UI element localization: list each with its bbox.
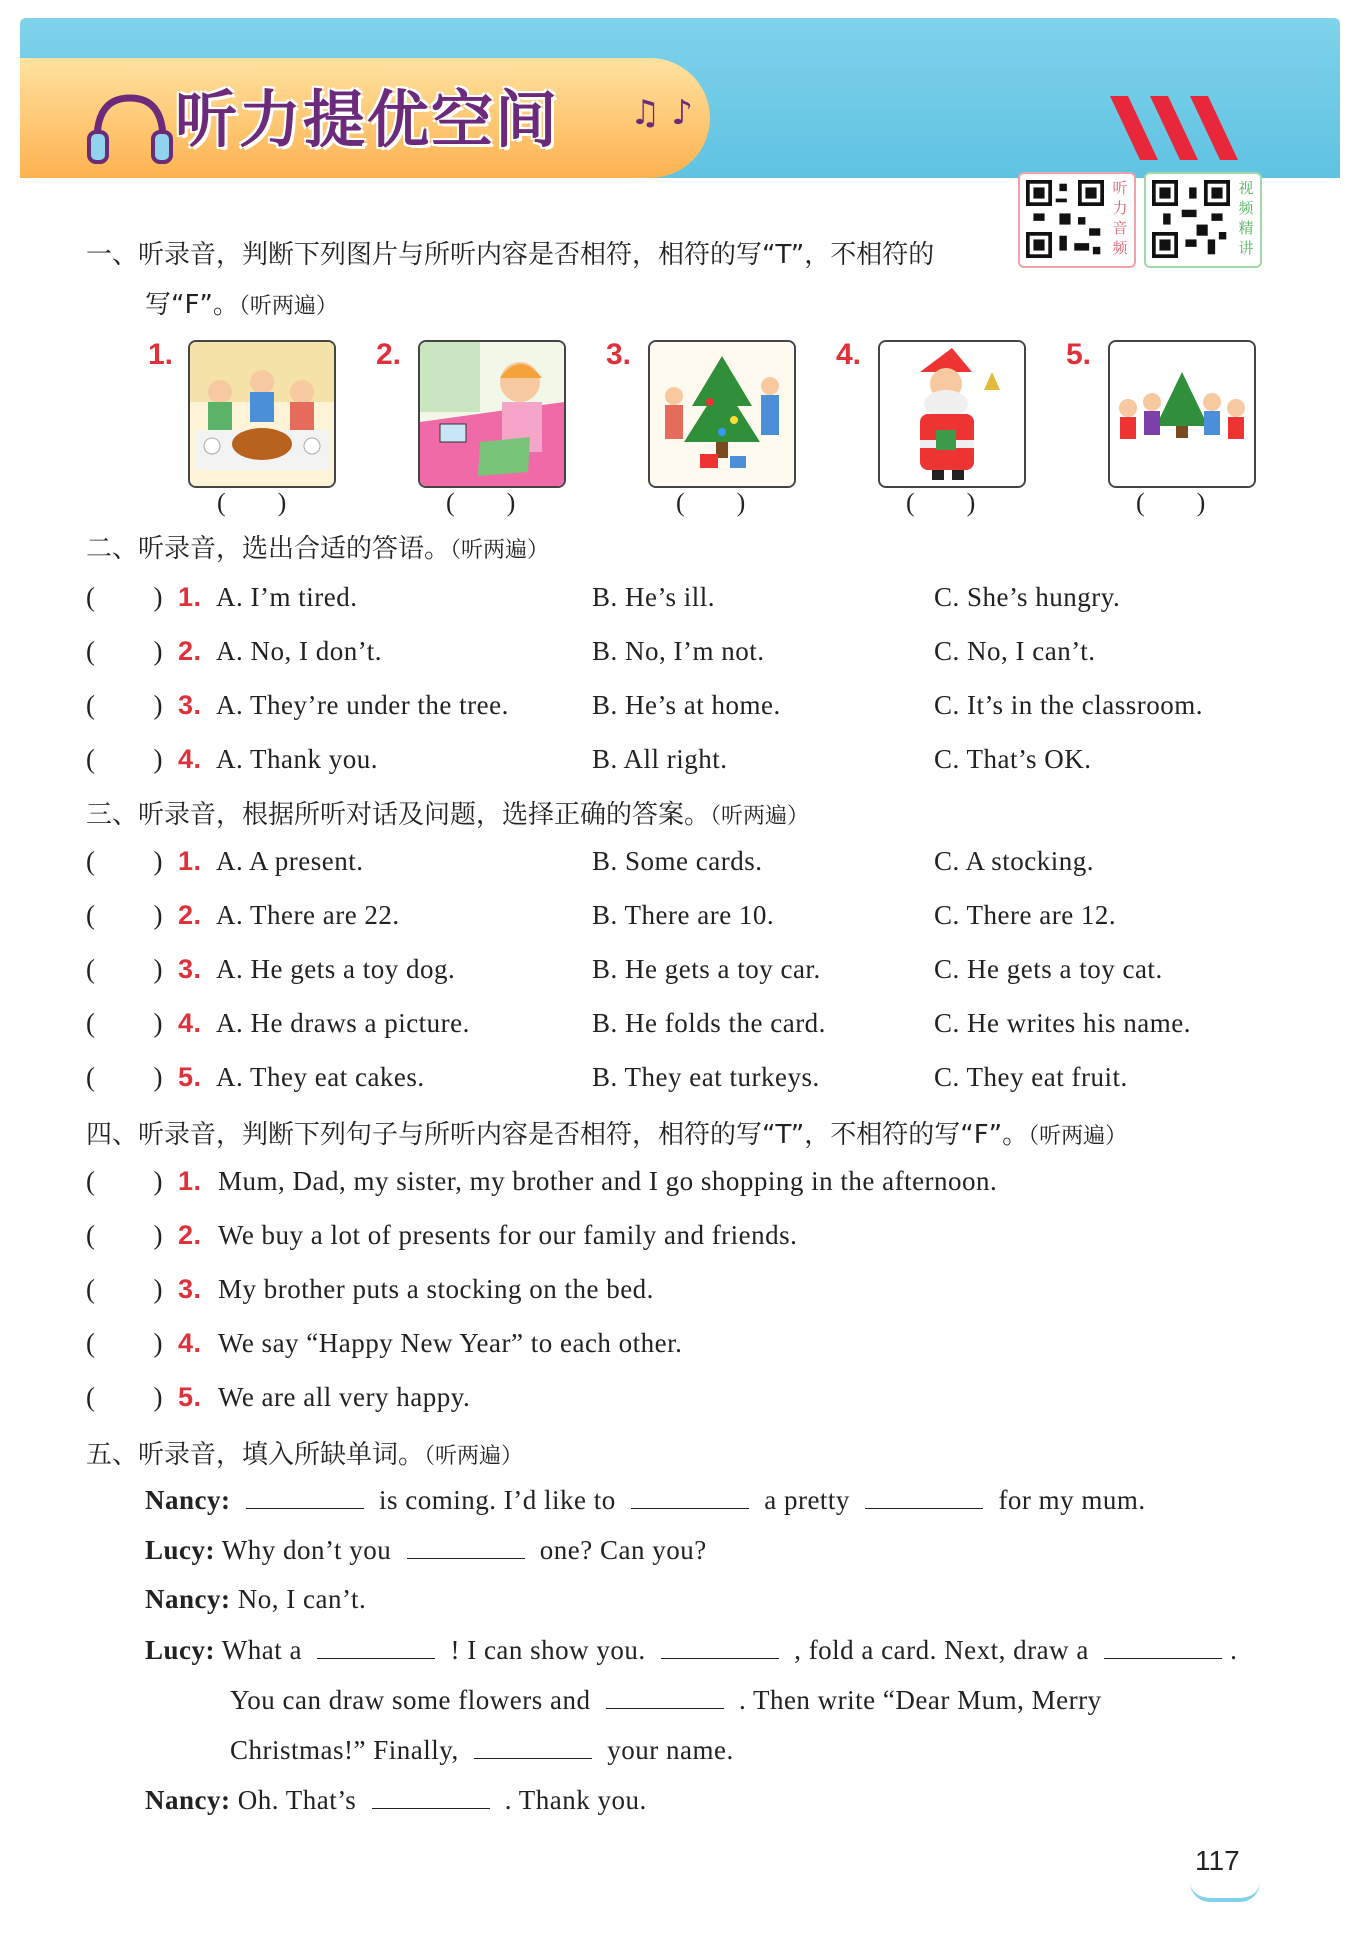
answer-paren[interactable]: ( ) — [86, 1274, 163, 1304]
fill-blank[interactable] — [631, 1484, 749, 1509]
dialogue-text: Oh. That’s — [237, 1785, 357, 1815]
picture-1 — [188, 340, 336, 488]
option-b: B. He folds the card. — [592, 1008, 826, 1038]
option-c: C. He writes his name. — [934, 1008, 1191, 1038]
fill-blank[interactable] — [606, 1684, 724, 1709]
music-note-icon: ♫ ♪ — [630, 93, 693, 133]
dialogue-text: . Then write “Dear Mum, Merry — [738, 1685, 1102, 1715]
question-number: 5. — [178, 1382, 202, 1412]
section2-title: 二、听录音，选出合适的答语。（听两遍） — [86, 534, 550, 564]
option-c: C. He gets a toy cat. — [934, 954, 1163, 984]
fill-blank[interactable] — [372, 1784, 490, 1809]
option-b: B. They eat turkeys. — [592, 1062, 820, 1092]
dialogue-line — [145, 1484, 1146, 1516]
option-a: A. He draws a picture. — [216, 1008, 470, 1038]
statement-text: We buy a lot of presents for our family and friends. — [218, 1220, 798, 1250]
dialogue-text: . Thank you. — [504, 1785, 647, 1815]
section1-instruction-line2: 写“F”。（听两遍） — [145, 290, 338, 320]
option-b: B. He gets a toy car. — [592, 954, 821, 984]
picture-2 — [418, 340, 566, 488]
option-a: A. I’m tired. — [216, 582, 358, 612]
speaker-name: Nancy: — [145, 1485, 231, 1515]
answer-paren[interactable]: ( ) — [86, 846, 163, 876]
option-b: B. All right. — [592, 744, 728, 774]
option-a: A. He gets a toy dog. — [216, 954, 456, 984]
page-number: 117 — [1195, 1845, 1240, 1876]
fill-blank[interactable] — [317, 1634, 435, 1659]
dialogue-line — [145, 1534, 707, 1566]
question-number: 5. — [178, 1062, 202, 1092]
question-number: 1. — [178, 1166, 202, 1196]
section5-title: 五、听录音，填入所缺单词。（听两遍） — [86, 1440, 524, 1470]
option-b: B. There are 10. — [592, 900, 775, 930]
answer-paren[interactable]: ( ) — [86, 1220, 163, 1250]
dialogue-text: for my mum. — [998, 1485, 1146, 1515]
headphone-icon — [85, 88, 175, 168]
section3-title: 三、听录音，根据所听对话及问题，选择正确的答案。（听两遍） — [86, 800, 810, 830]
question-number: 2. — [178, 1220, 202, 1250]
dialogue-line — [230, 1684, 1102, 1716]
answer-paren[interactable]: ( ) — [86, 744, 163, 774]
qr-code-icon — [1026, 180, 1104, 258]
picture-number: 3. — [606, 338, 632, 371]
kids-dancing-tree-icon — [1110, 342, 1254, 486]
fill-blank[interactable] — [246, 1484, 364, 1509]
option-a: A. Thank you. — [216, 744, 378, 774]
fill-blank[interactable] — [865, 1484, 983, 1509]
speaker-name: Lucy: — [145, 1535, 215, 1565]
statement-text: We say “Happy New Year” to each other. — [218, 1328, 683, 1358]
dialogue-text: No, I can’t. — [237, 1584, 367, 1614]
option-a: A. There are 22. — [216, 900, 400, 930]
santa-claus-bell-icon — [880, 342, 1024, 486]
question-number: 4. — [178, 1008, 202, 1038]
fill-blank[interactable] — [474, 1734, 592, 1759]
dialogue-text: Christmas!” Finally, — [230, 1735, 459, 1765]
dialogue-line — [230, 1734, 734, 1766]
option-c: C. A stocking. — [934, 846, 1095, 876]
speaker-name: Nancy: — [145, 1584, 231, 1614]
picture-number: 5. — [1066, 338, 1092, 371]
question-number: 4. — [178, 744, 202, 774]
page-title: 听力提优空间 — [175, 83, 560, 156]
dialogue-text: What a — [221, 1635, 302, 1665]
picture-number: 4. — [836, 338, 862, 371]
section4-title: 四、听录音，判断下列句子与所听内容是否相符，相符的写“T”，不相符的写“F”。（听两遍） — [86, 1120, 1128, 1150]
question-number: 3. — [178, 1274, 202, 1304]
picture-4 — [878, 340, 1026, 488]
answer-paren[interactable]: ( ) — [676, 488, 746, 517]
option-a: A. They’re under the tree. — [216, 690, 509, 720]
statement-text: My brother puts a stocking on the bed. — [218, 1274, 654, 1304]
answer-paren[interactable]: ( ) — [86, 1328, 163, 1358]
option-a: A. A present. — [216, 846, 364, 876]
christmas-tree-family-icon — [650, 342, 794, 486]
dialogue-text: your name. — [607, 1735, 734, 1765]
statement-text: We are all very happy. — [218, 1382, 471, 1412]
answer-paren[interactable]: ( ) — [86, 1008, 163, 1038]
picture-number: 1. — [148, 338, 174, 371]
answer-paren[interactable]: ( ) — [86, 1382, 163, 1412]
dialogue-text: a pretty — [764, 1485, 850, 1515]
question-number: 4. — [178, 1328, 202, 1358]
answer-paren[interactable]: ( ) — [1136, 488, 1206, 517]
dialogue-text: . — [1230, 1635, 1238, 1665]
picture-5 — [1108, 340, 1256, 488]
dialogue-text: ! I can show you. — [450, 1635, 646, 1665]
question-number: 3. — [178, 954, 202, 984]
speaker-name: Nancy: — [145, 1785, 231, 1815]
option-b: B. Some cards. — [592, 846, 763, 876]
option-b: B. He’s ill. — [592, 582, 716, 612]
answer-paren[interactable]: ( ) — [86, 954, 163, 984]
page-number-decoration — [1190, 1882, 1260, 1902]
family-dinner-icon — [190, 342, 334, 486]
option-c: C. There are 12. — [934, 900, 1117, 930]
dialogue-text: You can draw some flowers and — [230, 1685, 591, 1715]
qr-code-icon — [1152, 180, 1230, 258]
dialogue-text: one? Can you? — [539, 1535, 707, 1565]
option-c: C. They eat fruit. — [934, 1062, 1128, 1092]
dialogue-line — [145, 1634, 1237, 1666]
answer-paren[interactable]: ( ) — [446, 488, 516, 517]
dialogue-text: , fold a card. Next, draw a — [794, 1635, 1089, 1665]
header-banner — [20, 18, 1340, 178]
question-number: 2. — [178, 900, 202, 930]
speaker-name: Lucy: — [145, 1635, 215, 1665]
answer-paren[interactable]: ( ) — [86, 1166, 163, 1196]
answer-paren[interactable]: ( ) — [906, 488, 976, 517]
question-number: 1. — [178, 582, 202, 612]
answer-paren[interactable]: ( ) — [86, 690, 163, 720]
fill-blank[interactable] — [661, 1634, 779, 1659]
dialogue-line — [145, 1584, 366, 1615]
statement-text: Mum, Dad, my sister, my brother and I go shopping in the afternoon. — [218, 1166, 998, 1196]
option-a: A. No, I don’t. — [216, 636, 382, 666]
girl-writing-card-icon — [420, 342, 564, 486]
qr-audio-label: 听力音频 — [1112, 179, 1128, 257]
picture-3 — [648, 340, 796, 488]
answer-paren[interactable]: ( ) — [86, 900, 163, 930]
option-b: B. He’s at home. — [592, 690, 781, 720]
option-c: C. It’s in the classroom. — [934, 690, 1203, 720]
qr-video-label: 视频精讲 — [1238, 179, 1254, 257]
option-a: A. They eat cakes. — [216, 1062, 425, 1092]
answer-paren[interactable]: ( ) — [86, 1062, 163, 1092]
option-c: C. That’s OK. — [934, 744, 1092, 774]
answer-paren[interactable]: ( ) — [217, 488, 287, 517]
answer-paren[interactable]: ( ) — [86, 636, 163, 666]
fill-blank[interactable] — [407, 1534, 525, 1559]
question-number: 1. — [178, 846, 202, 876]
decorative-stripes-icon — [1110, 96, 1260, 166]
option-b: B. No, I’m not. — [592, 636, 765, 666]
option-c: C. No, I can’t. — [934, 636, 1096, 666]
question-number: 3. — [178, 690, 202, 720]
qr-audio-box[interactable] — [1018, 172, 1136, 268]
qr-video-box[interactable] — [1144, 172, 1262, 268]
option-c: C. She’s hungry. — [934, 582, 1121, 612]
answer-paren[interactable]: ( ) — [86, 582, 163, 612]
section1-instruction-line1: 一、听录音，判断下列图片与所听内容是否相符，相符的写“T”，不相符的 — [86, 240, 935, 270]
dialogue-text: Why don’t you — [221, 1535, 392, 1565]
picture-number: 2. — [376, 338, 402, 371]
question-number: 2. — [178, 636, 202, 666]
dialogue-line — [145, 1784, 647, 1816]
fill-blank[interactable] — [1104, 1634, 1222, 1659]
dialogue-text: is coming. I’d like to — [379, 1485, 616, 1515]
